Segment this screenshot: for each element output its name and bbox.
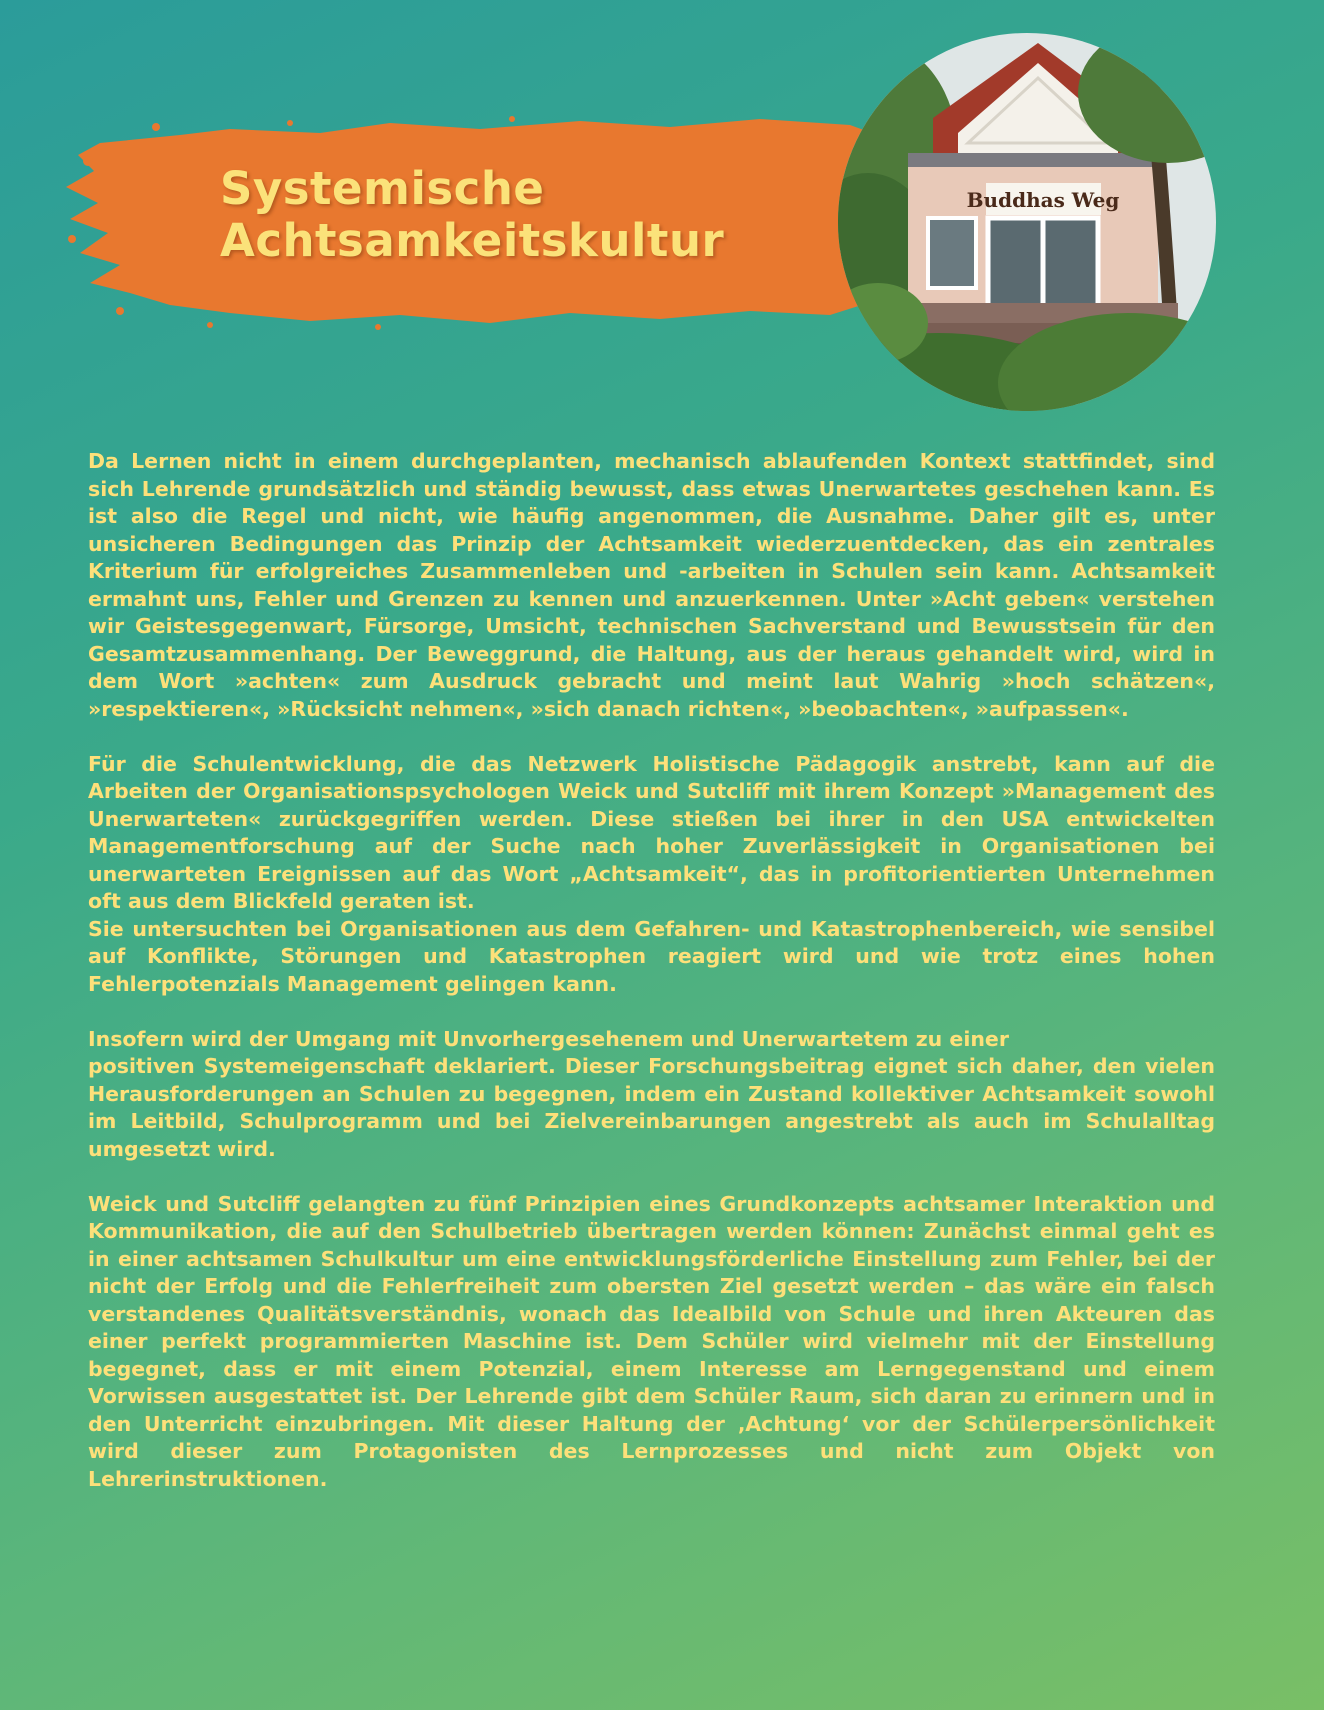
building-illustration bbox=[838, 33, 1216, 411]
title-line-2: Achtsamkeitskultur bbox=[220, 214, 725, 267]
paragraph: Da Lernen nicht in einem durchgeplanten, mechanisch ablaufenden Kontext stattfindet, sind sich Lehrende grundsätzlich und ständig bewusst, dass etwas Unerwartetes geschehen kann. Es ist also die Regel und nicht, wie häufig angenommen, die Ausnahme. Daher gilt es, unter unsicheren Bedingungen das Prinzip der Achtsamkeit wiederzuentdecken, das ein zentrales Kriterium für erfolgreiches Zusammenleben und -arbeiten in Schulen sein kann. Achtsamkeit ermahnt uns, Fehler und Grenzen zu kennen und anzuerkennen. Unter »Acht geben« verstehen wir Geistesgegenwart, Fürsorge, Umsicht, technischen Sachverstand und Bewusstsein für den Gesamtzusammenhang. Der Beweggrund, die Haltung, aus der heraus gehandelt wird, wird in dem Wort »achten« zum Ausdruck gebracht und meint laut Wahrig »hoch schätzen«, »respektieren«, »Rücksicht nehmen«, »sich danach richten«, »beobachten«, »aufpassen«. bbox=[88, 449, 1215, 721]
title-line-1: Systemische bbox=[220, 162, 545, 215]
paragraph: Weick und Sutcliff gelangten zu fünf Prinzipien eines Grundkonzepts achtsamer Interaktion und Kommunikation, die auf den Schulbetrieb übertragen werden können: Zunächst einmal geht es in einer achtsamen Schulkultur um eine entwicklungsförderliche Einstellung zum Fehler, bei der nicht der Erfolg und die Fehlerfreiheit zum obersten Ziel gesetzt werden – das wäre ein falsch verstandenes Qualitätsverständnis, wonach das Idealbild von Schule und ihren Akteuren das einer perfekt programmierten Maschine ist. Dem Schüler wird vielmehr mit der Einstellung begegnet, dass er mit einem Potenzial, einem Interesse am Lerngegenstand und einem Vorwissen ausgestattet ist. Der Lehrende gibt dem Schüler Raum, sich daran zu erinnern und in den Unterricht einzubringen. Mit dieser Haltung der ‚Achtung‘ vor der Schülerpersönlichkeit wird dieser zum Protagonisten des Lernprozesses und nicht zum Objekt von Lehrerinstruktionen. bbox=[88, 1191, 1215, 1491]
paragraph: Für die Schulentwicklung, die das Netzwerk Holistische Pädagogik anstrebt, kann auf die Arbeiten der Organisationspsychologen Weick und Sutcliff mit ihrem Konzept »Management des Unerwarteten« zurückgegriffen werden. Diese stießen bei ihrer in den USA entwickelten Managementforschung auf der Suche nach hoher Zuverlässigkeit in Organisationen bei unerwarteten Ereignissen auf das Wort „Achtsamkeit“, das in profitorientierten Unternehmen oft aus dem Blickfeld geraten ist. bbox=[88, 751, 1215, 913]
page-title bbox=[220, 163, 724, 267]
building-sign: Buddhas Weg bbox=[966, 188, 1120, 212]
paragraph: Sie untersuchten bei Organisationen aus dem Gefahren- und Katastrophenbereich, wie sensibel auf Konflikte, Störungen und Katastrophen reagiert wird und wie trotz eines hohen Fehlerpotenzials Management gelingen kann. bbox=[88, 916, 1215, 996]
article-body bbox=[88, 448, 1215, 1521]
paragraph: Insofern wird der Umgang mit Unvorhergesehenem und Unerwartetem zu einer bbox=[88, 1026, 1009, 1051]
paragraph: positiven Systemeigenschaft deklariert. Dieser Forschungsbeitrag eignet sich daher, den vielen Herausforderungen an Schulen zu begegnen, indem ein Zustand kollektiver Achtsamkeit sowohl im Leitbild, Schulprogramm und bei Zielvereinbarungen angestrebt als auch im Schulalltag umgesetzt wird. bbox=[88, 1054, 1215, 1161]
building-photo bbox=[838, 33, 1216, 411]
